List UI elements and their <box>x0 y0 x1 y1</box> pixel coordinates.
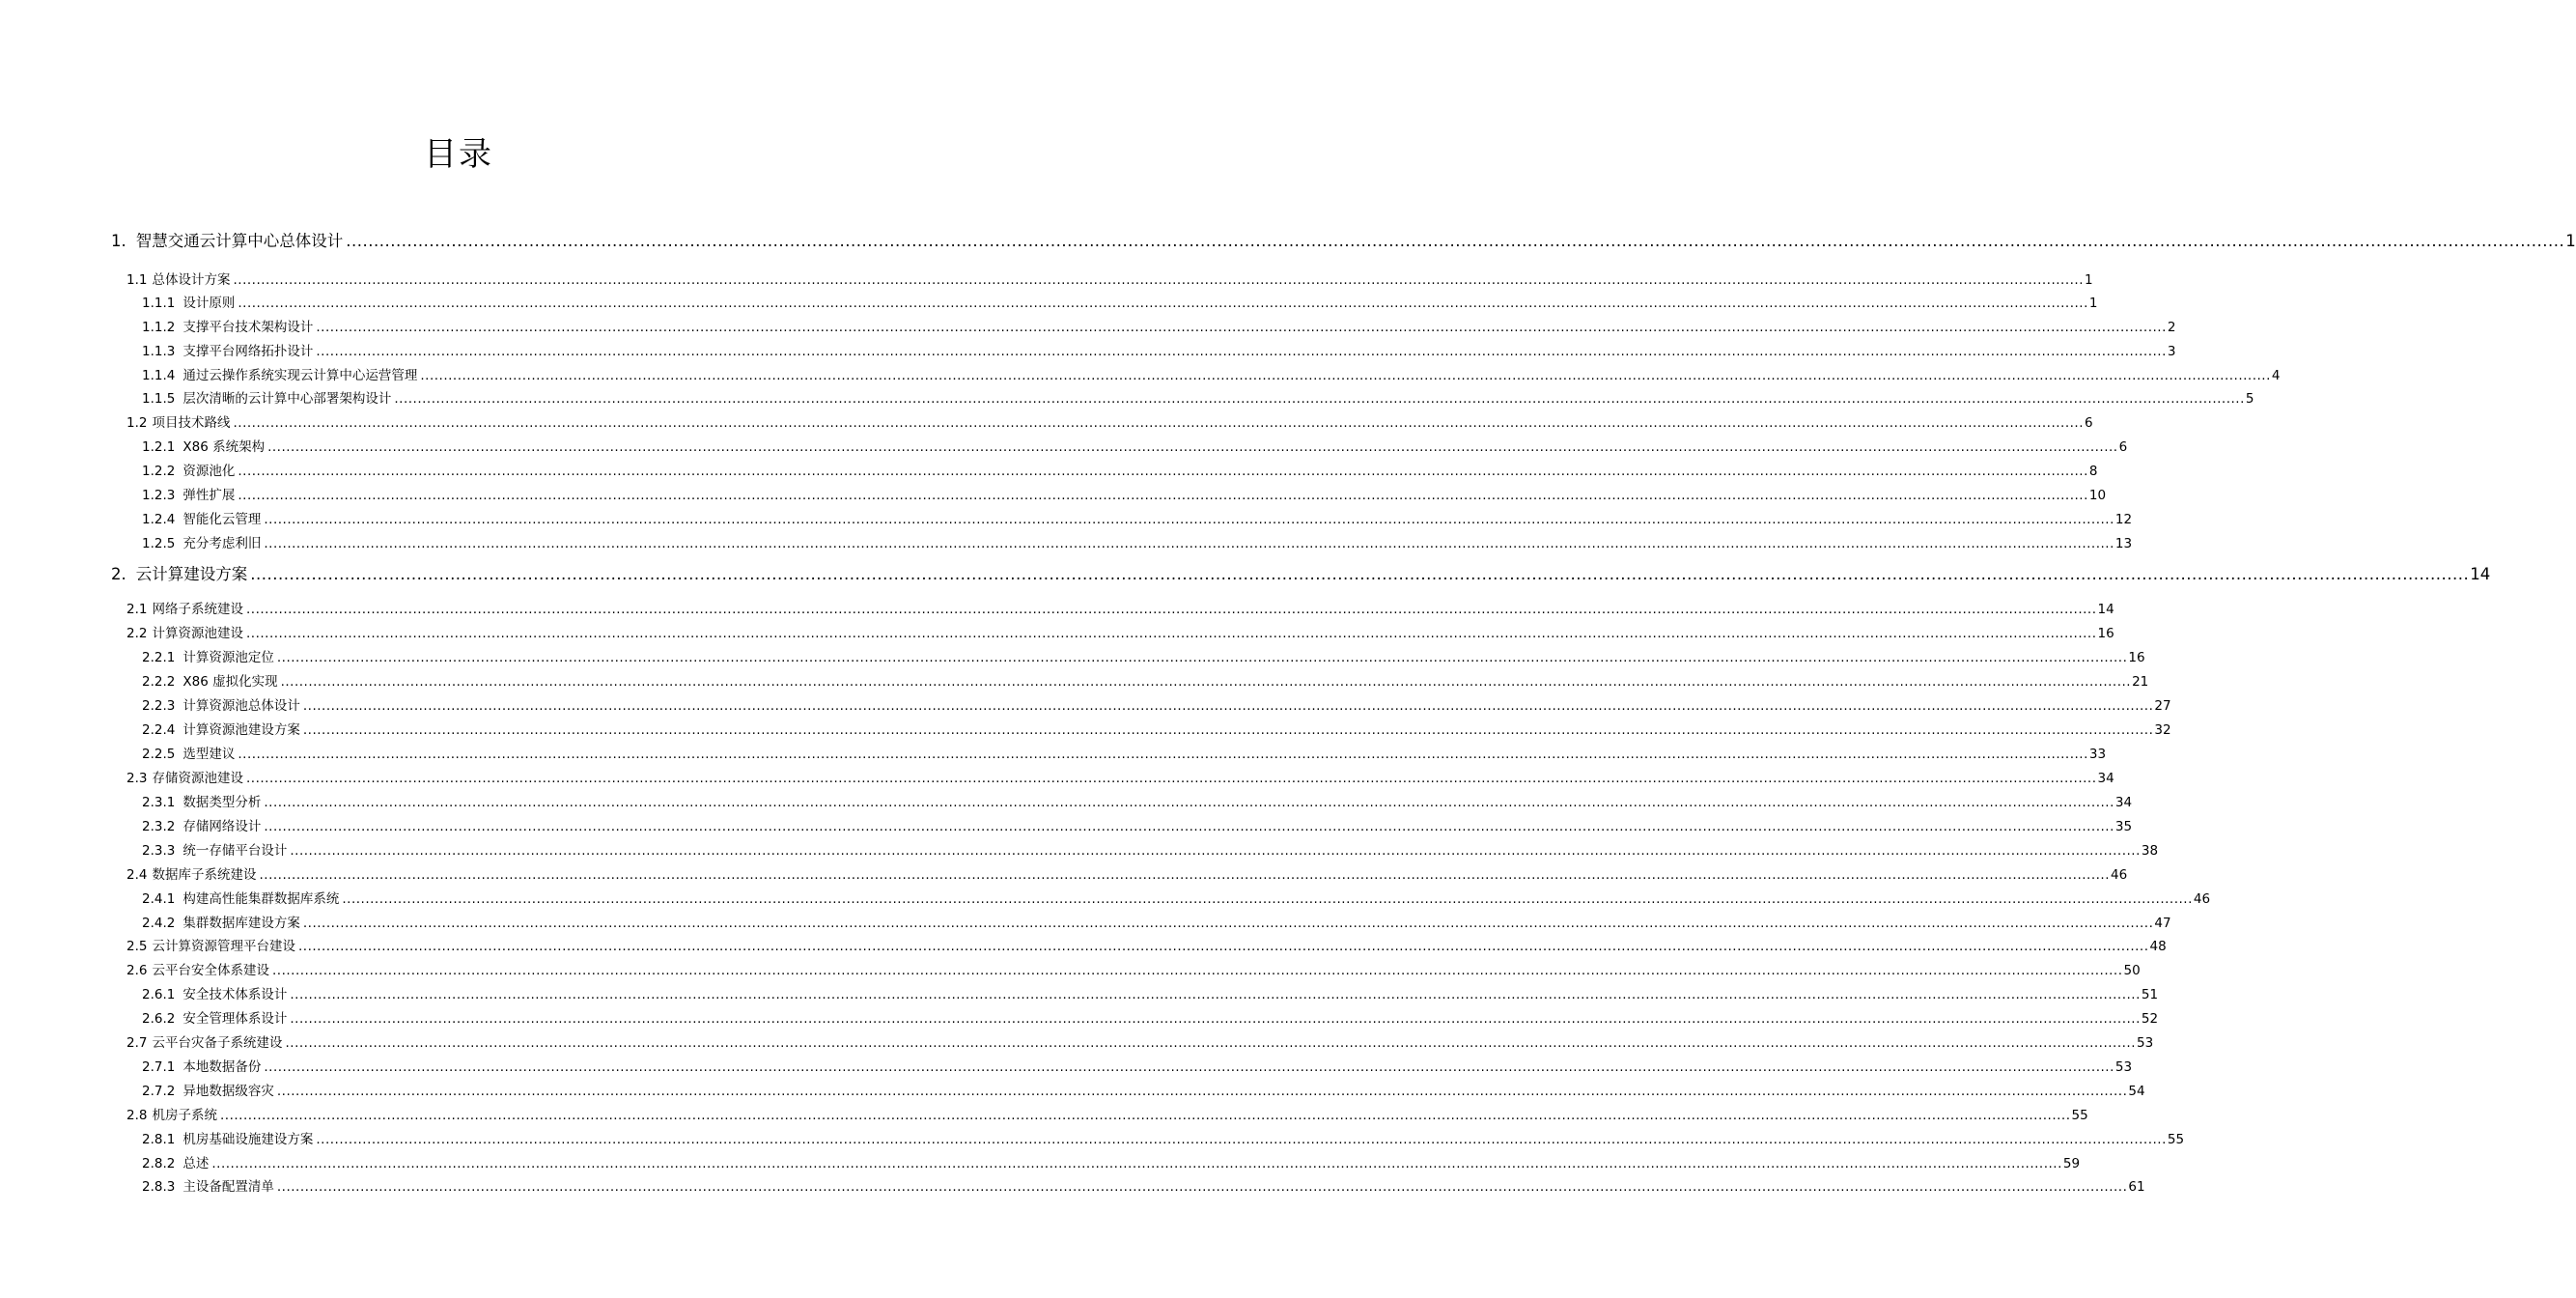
toc-entry-title: 支撑平台网络拓扑设计 <box>182 344 314 359</box>
toc-entry-title: 网络子系统建设 <box>152 602 243 617</box>
toc-dot-leader: ................................................................................................................................................................................................................................................................................................................................................................................................................ <box>316 1132 2167 1147</box>
toc-dot-leader: ................................................................................................................................................................................................................................................................................................................................................................................................................ <box>264 819 2114 834</box>
toc-entry-title: 智慧交通云计算中心总体设计 <box>135 232 344 250</box>
toc-dot-leader: ................................................................................................................................................................................................................................................................................................................................................................................................................ <box>271 963 2123 978</box>
toc-entry-number: 1. <box>111 232 126 250</box>
toc-entry-title: 智能化云管理 <box>182 512 262 527</box>
toc-entry-number: 2.8 <box>126 1108 148 1123</box>
toc-entry-number: 2.8.2 <box>142 1156 176 1171</box>
toc-entry-level2[interactable] <box>126 865 2128 885</box>
toc-dot-leader: ................................................................................................................................................................................................................................................................................................................................................................................................................ <box>285 1035 2136 1051</box>
toc-entry-level2[interactable] <box>126 624 2114 643</box>
toc-entry-page-number: 13 <box>2114 536 2133 551</box>
toc-entry-level3[interactable] <box>142 985 2159 1004</box>
toc-entry-title: 异地数据级容灾 <box>182 1084 274 1099</box>
toc-entry-level3[interactable] <box>142 342 2176 361</box>
toc-entry-page-number: 8 <box>2088 464 2098 479</box>
toc-entry-level3[interactable] <box>142 534 2133 553</box>
toc-entry-level2[interactable] <box>126 600 2114 619</box>
toc-entry-title: 项目技术路线 <box>152 415 231 431</box>
toc-entry-page-number: 46 <box>2111 867 2128 883</box>
toc-dot-leader: ................................................................................................................................................................................................................................................................................................................................................................................................................ <box>238 464 2088 479</box>
toc-entry-level1[interactable] <box>111 563 2491 586</box>
toc-entry-number: 1.1.2 <box>142 320 176 335</box>
toc-entry-level3[interactable] <box>142 294 2098 313</box>
toc-entry-level3[interactable] <box>142 914 2171 933</box>
toc-entry-page-number: 33 <box>2088 747 2107 762</box>
toc-dot-leader: ................................................................................................................................................................................................................................................................................................................................................................................................................ <box>302 916 2154 931</box>
toc-entry-level3[interactable] <box>142 745 2107 764</box>
toc-entry-page-number: 2 <box>2167 320 2176 335</box>
toc-entry-page-number: 16 <box>2097 626 2114 641</box>
toc-entry-level3[interactable] <box>142 793 2133 812</box>
toc-entry-level3[interactable] <box>142 889 2211 909</box>
toc-dot-leader: ................................................................................................................................................................................................................................................................................................................................................................................................................ <box>302 698 2154 714</box>
toc-entry-title: 安全管理体系设计 <box>182 1011 288 1027</box>
toc-entry-title: 统一存储平台设计 <box>182 843 288 859</box>
toc-entry-number: 1.2 <box>126 415 148 431</box>
toc-entry-level1[interactable] <box>111 230 2576 253</box>
toc-entry-level2[interactable] <box>126 961 2141 980</box>
toc-dot-leader: ................................................................................................................................................................................................................................................................................................................................................................................................................ <box>233 272 2084 288</box>
toc-entry-number: 1.1.3 <box>142 344 176 359</box>
toc-entry-page-number: 59 <box>2062 1156 2081 1171</box>
toc-dot-leader: ................................................................................................................................................................................................................................................................................................................................................................................................................ <box>276 1179 2128 1195</box>
toc-entry-page-number: 55 <box>2071 1108 2088 1123</box>
toc-entry-title: 云计算建设方案 <box>135 565 248 583</box>
toc-dot-leader: ................................................................................................................................................................................................................................................................................................................................................................................................................ <box>267 439 2118 455</box>
toc-entry-number: 1.1.1 <box>142 296 176 311</box>
toc-dot-leader: ................................................................................................................................................................................................................................................................................................................................................................................................................ <box>316 344 2167 359</box>
toc-entry-number: 2.8.1 <box>142 1132 176 1147</box>
toc-entry-title: 集群数据库建设方案 <box>182 916 300 931</box>
toc-entry-title: 计算资源池定位 <box>182 650 274 665</box>
toc-entry-title: 存储资源池建设 <box>152 771 243 786</box>
toc-entry-page-number: 61 <box>2128 1179 2145 1195</box>
toc-entry-level3[interactable] <box>142 1154 2081 1173</box>
toc-dot-leader: ................................................................................................................................................................................................................................................................................................................................................................................................................ <box>280 674 2132 690</box>
toc-entry-title: 主设备配置清单 <box>182 1179 274 1195</box>
toc-entry-page-number: 6 <box>2085 415 2093 431</box>
toc-entry-level2[interactable] <box>126 1106 2088 1125</box>
toc-entry-level2[interactable] <box>126 769 2114 788</box>
toc-entry-title: 构建高性能集群数据库系统 <box>182 891 340 907</box>
toc-entry-level3[interactable] <box>142 437 2128 457</box>
toc-entry-page-number: 3 <box>2167 344 2176 359</box>
toc-dot-leader: ................................................................................................................................................................................................................................................................................................................................................................................................................ <box>219 1108 2071 1123</box>
page-title: 目录 <box>424 135 493 174</box>
toc-dot-leader: ................................................................................................................................................................................................................................................................................................................................................................................................................ <box>394 391 2245 407</box>
toc-entry-level3[interactable] <box>142 486 2107 505</box>
toc-entry-number: 2. <box>111 565 126 583</box>
toc-dot-leader: ................................................................................................................................................................................................................................................................................................................................................................................................................ <box>290 987 2141 1002</box>
toc-entry-title: 计算资源池总体设计 <box>182 698 300 714</box>
toc-entry-level3[interactable] <box>142 318 2176 337</box>
toc-entry-level2[interactable] <box>126 937 2167 956</box>
toc-entry-number: 2.3.2 <box>142 819 176 834</box>
toc-entry-level3[interactable] <box>142 841 2159 861</box>
toc-dot-leader: ................................................................................................................................................................................................................................................................................................................................................................................................................ <box>250 565 2470 583</box>
toc-entry-page-number: 50 <box>2123 963 2141 978</box>
toc-entry-title: 数据类型分析 <box>182 795 262 810</box>
toc-entry-title: 弹性扩展 <box>182 488 236 503</box>
toc-entry-title: 数据库子系统建设 <box>152 867 257 883</box>
toc-entry-level2[interactable] <box>126 270 2093 290</box>
toc-entry-number: 2.3 <box>126 771 148 786</box>
toc-entry-number: 2.7.1 <box>142 1059 176 1075</box>
toc-entry-title: 存储网络设计 <box>182 819 262 834</box>
toc-entry-number: 2.2 <box>126 626 148 641</box>
toc-entry-number: 2.6.1 <box>142 987 176 1002</box>
toc-entry-level3[interactable] <box>142 817 2133 836</box>
toc-entry-title: 总体设计方案 <box>152 272 231 288</box>
toc-dot-leader: ................................................................................................................................................................................................................................................................................................................................................................................................................ <box>290 1011 2141 1027</box>
toc-entry-number: 2.5 <box>126 939 148 954</box>
toc-entry-level3[interactable] <box>142 696 2171 716</box>
toc-entry-page-number: 51 <box>2141 987 2159 1002</box>
toc-entry-page-number: 34 <box>2114 795 2133 810</box>
toc-entry-level3[interactable] <box>142 1058 2133 1077</box>
toc-dot-leader: ................................................................................................................................................................................................................................................................................................................................................................................................................ <box>211 1156 2062 1171</box>
toc-dot-leader: ................................................................................................................................................................................................................................................................................................................................................................................................................ <box>316 320 2167 335</box>
toc-dot-leader: ................................................................................................................................................................................................................................................................................................................................................................................................................ <box>346 232 2565 250</box>
toc-entry-level2[interactable] <box>126 1033 2154 1053</box>
toc-entry-title: 设计原则 <box>182 296 236 311</box>
toc-entry-page-number: 21 <box>2132 674 2149 690</box>
toc-entry-title: 计算资源池建设方案 <box>182 722 300 738</box>
toc-dot-leader: ................................................................................................................................................................................................................................................................................................................................................................................................................ <box>238 747 2088 762</box>
toc-entry-page-number: 5 <box>2245 391 2254 407</box>
toc-entry-page-number: 38 <box>2141 843 2159 859</box>
toc-entry-title: 通过云操作系统实现云计算中心运营管理 <box>182 368 418 383</box>
toc-entry-number: 2.4.2 <box>142 916 176 931</box>
toc-entry-title: 云平台安全体系建设 <box>152 963 269 978</box>
toc-entry-page-number: 47 <box>2154 916 2171 931</box>
toc-entry-title: 机房子系统 <box>152 1108 217 1123</box>
toc-dot-leader: ................................................................................................................................................................................................................................................................................................................................................................................................................ <box>264 512 2114 527</box>
toc-entry-page-number: 52 <box>2141 1011 2159 1027</box>
toc-entry-page-number: 6 <box>2118 439 2128 455</box>
toc-entry-number: 2.6 <box>126 963 148 978</box>
toc-entry-title: 总述 <box>182 1156 210 1171</box>
toc-entry-number: 2.2.2 <box>142 674 176 690</box>
toc-entry-level3[interactable] <box>142 462 2098 481</box>
toc-entry-page-number: 1 <box>2085 272 2093 288</box>
toc-entry-number: 1.2.5 <box>142 536 176 551</box>
toc-entry-title: 充分考虑利旧 <box>182 536 262 551</box>
toc-entry-title: 选型建议 <box>182 747 236 762</box>
toc-entry-page-number: 4 <box>2271 368 2281 383</box>
toc-entry-number: 2.2.3 <box>142 698 176 714</box>
toc-dot-leader: ................................................................................................................................................................................................................................................................................................................................................................................................................ <box>245 626 2097 641</box>
toc-entry-number: 2.4 <box>126 867 148 883</box>
toc-dot-leader: ................................................................................................................................................................................................................................................................................................................................................................................................................ <box>238 488 2088 503</box>
toc-entry-page-number: 10 <box>2088 488 2107 503</box>
toc-entry-title: X86 虚拟化实现 <box>182 674 278 690</box>
toc-dot-leader: ................................................................................................................................................................................................................................................................................................................................................................................................................ <box>264 795 2114 810</box>
toc-entry-number: 2.2.4 <box>142 722 176 738</box>
toc-entry-page-number: 14 <box>2097 602 2114 617</box>
toc-dot-leader: ................................................................................................................................................................................................................................................................................................................................................................................................................ <box>290 843 2141 859</box>
toc-entry-page-number: 1 <box>2565 232 2576 250</box>
toc-entry-page-number: 12 <box>2114 512 2133 527</box>
toc-entry-title: 支撑平台技术架构设计 <box>182 320 314 335</box>
toc-dot-leader: ................................................................................................................................................................................................................................................................................................................................................................................................................ <box>302 722 2154 738</box>
toc-entry-number: 1.1 <box>126 272 148 288</box>
toc-dot-leader: ................................................................................................................................................................................................................................................................................................................................................................................................................ <box>420 368 2271 383</box>
toc-dot-leader: ................................................................................................................................................................................................................................................................................................................................................................................................................ <box>245 771 2097 786</box>
toc-entry-page-number: 34 <box>2097 771 2114 786</box>
toc-dot-leader: ................................................................................................................................................................................................................................................................................................................................................................................................................ <box>342 891 2193 907</box>
toc-entry-page-number: 46 <box>2193 891 2211 907</box>
toc-entry-title: 机房基础设施建设方案 <box>182 1132 314 1147</box>
toc-entry-level3[interactable] <box>142 510 2133 529</box>
toc-entry-number: 2.8.3 <box>142 1179 176 1195</box>
toc-entry-number: 2.7 <box>126 1035 148 1051</box>
toc-entry-page-number: 48 <box>2149 939 2167 954</box>
toc-entry-number: 2.7.2 <box>142 1084 176 1099</box>
toc-entry-page-number: 54 <box>2128 1084 2145 1099</box>
toc-entry-number: 1.2.3 <box>142 488 176 503</box>
toc-entry-number: 1.2.1 <box>142 439 176 455</box>
toc-entry-title: 计算资源池建设 <box>152 626 243 641</box>
toc-entry-level3[interactable] <box>142 720 2171 740</box>
toc-entry-page-number: 53 <box>2114 1059 2133 1075</box>
toc-entry-title: 层次清晰的云计算中心部署架构设计 <box>182 391 392 407</box>
toc-entry-level3[interactable] <box>142 1177 2145 1197</box>
toc-entry-title: 云平台灾备子系统建设 <box>152 1035 283 1051</box>
toc-entry-level2[interactable] <box>126 413 2093 433</box>
toc-entry-number: 2.4.1 <box>142 891 176 907</box>
toc-entry-title: 云计算资源管理平台建设 <box>152 939 295 954</box>
toc-entry-page-number: 1 <box>2088 296 2098 311</box>
toc-entry-level3[interactable] <box>142 389 2254 409</box>
toc-entry-level3[interactable] <box>142 1009 2159 1029</box>
toc-entry-number: 1.1.4 <box>142 368 176 383</box>
toc-entry-page-number: 55 <box>2167 1132 2185 1147</box>
toc-dot-leader: ................................................................................................................................................................................................................................................................................................................................................................................................................ <box>276 650 2128 665</box>
toc-entry-number: 2.6.2 <box>142 1011 176 1027</box>
toc-entry-number: 1.2.2 <box>142 464 176 479</box>
toc-entry-number: 2.1 <box>126 602 148 617</box>
toc-entry-page-number: 53 <box>2137 1035 2154 1051</box>
toc-dot-leader: ................................................................................................................................................................................................................................................................................................................................................................................................................ <box>245 602 2097 617</box>
toc-entry-page-number: 14 <box>2470 565 2491 583</box>
toc-entry-page-number: 35 <box>2114 819 2133 834</box>
toc-entry-page-number: 27 <box>2154 698 2171 714</box>
toc-entry-level3[interactable] <box>142 648 2145 667</box>
toc-entry-level3[interactable] <box>142 366 2281 385</box>
toc-entry-title: 资源池化 <box>182 464 236 479</box>
toc-entry-page-number: 32 <box>2154 722 2171 738</box>
toc-entry-level3[interactable] <box>142 1130 2185 1149</box>
toc-dot-leader: ................................................................................................................................................................................................................................................................................................................................................................................................................ <box>238 296 2088 311</box>
toc-entry-number: 1.1.5 <box>142 391 176 407</box>
toc-entry-title: X86 系统架构 <box>182 439 266 455</box>
toc-entry-number: 2.3.1 <box>142 795 176 810</box>
toc-entry-number: 1.2.4 <box>142 512 176 527</box>
toc-entry-level3[interactable] <box>142 1082 2145 1101</box>
toc-dot-leader: ................................................................................................................................................................................................................................................................................................................................................................................................................ <box>276 1084 2128 1099</box>
toc-entry-title: 安全技术体系设计 <box>182 987 288 1002</box>
toc-entry-title: 本地数据备份 <box>182 1059 262 1075</box>
toc-dot-leader: ................................................................................................................................................................................................................................................................................................................................................................................................................ <box>297 939 2149 954</box>
toc-entry-number: 2.3.3 <box>142 843 176 859</box>
toc-dot-leader: ................................................................................................................................................................................................................................................................................................................................................................................................................ <box>259 867 2110 883</box>
toc-dot-leader: ................................................................................................................................................................................................................................................................................................................................................................................................................ <box>264 1059 2114 1075</box>
toc-dot-leader: ................................................................................................................................................................................................................................................................................................................................................................................................................ <box>233 415 2084 431</box>
toc-entry-page-number: 16 <box>2128 650 2145 665</box>
toc-entry-number: 2.2.1 <box>142 650 176 665</box>
toc-dot-leader: ................................................................................................................................................................................................................................................................................................................................................................................................................ <box>264 536 2114 551</box>
toc-entry-level3[interactable] <box>142 672 2149 691</box>
toc-entry-number: 2.2.5 <box>142 747 176 762</box>
